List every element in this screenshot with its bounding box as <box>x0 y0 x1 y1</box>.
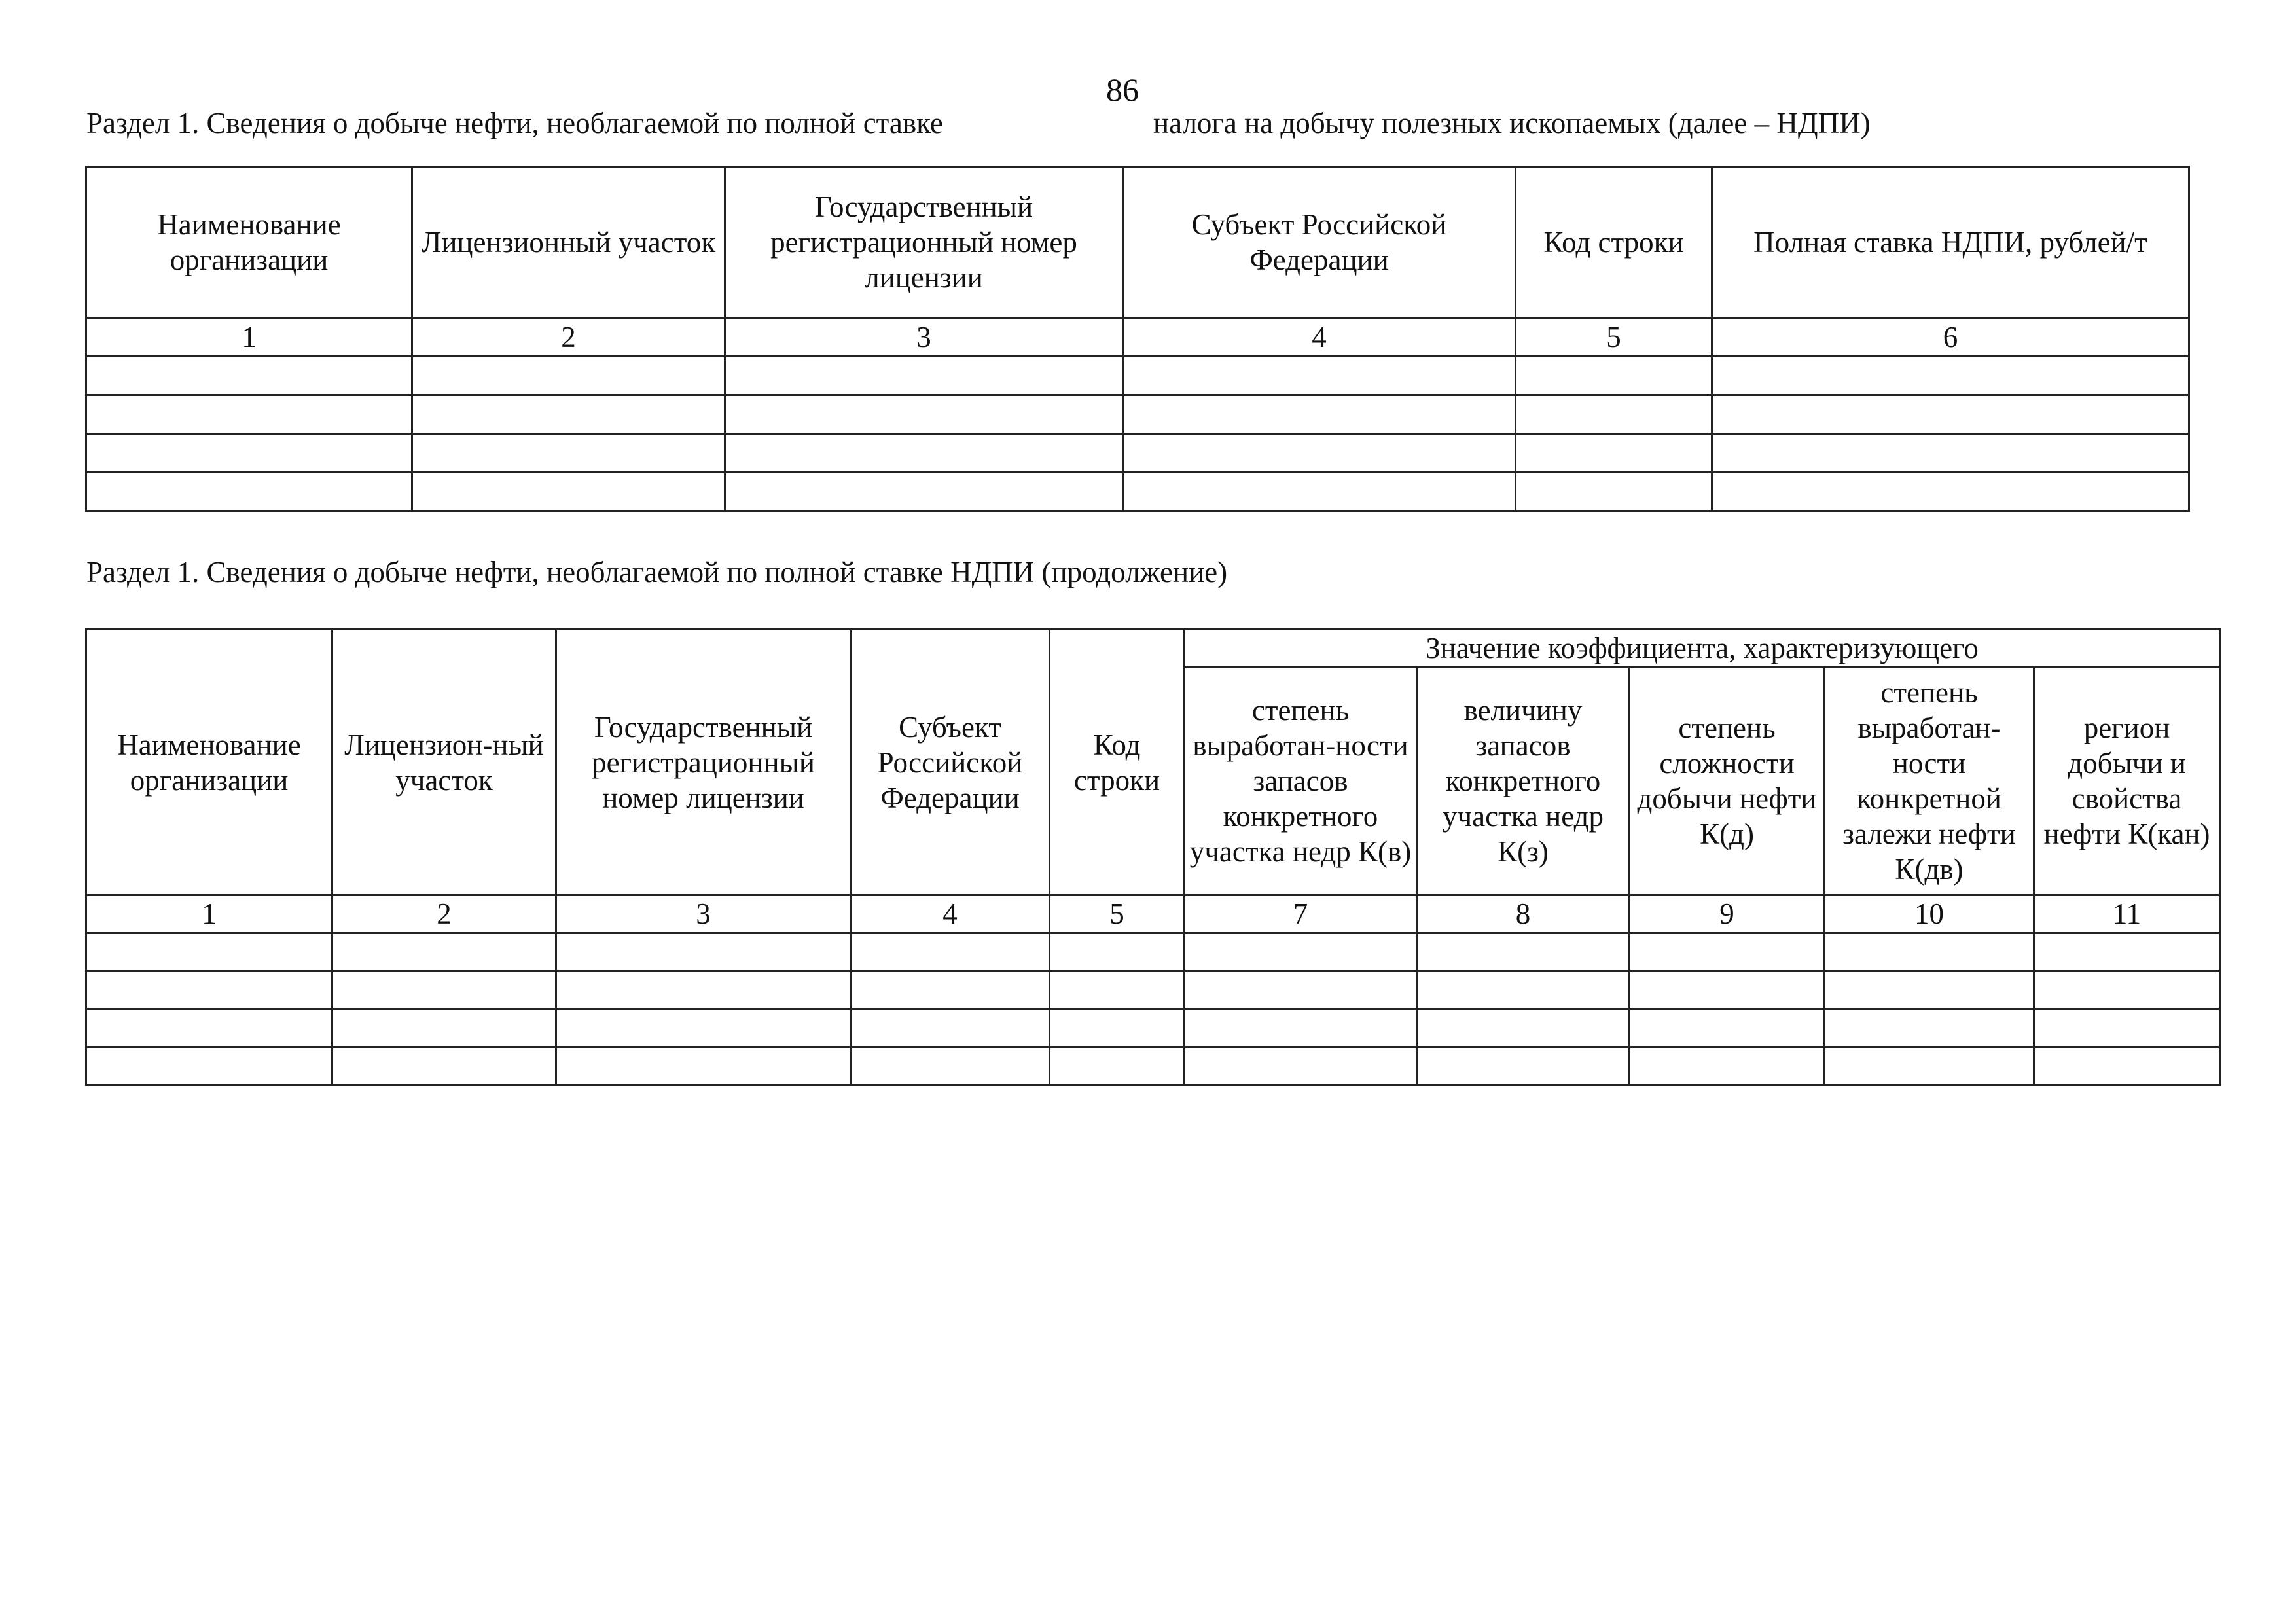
column-number: 8 <box>1417 895 1630 933</box>
table-cell[interactable] <box>1516 357 1712 395</box>
table-cell[interactable] <box>1712 473 2189 511</box>
sub-header-cell: степень сложности добычи нефти К(д) <box>1630 667 1825 895</box>
column-number: 5 <box>1516 318 1712 357</box>
section2-title: Раздел 1. Сведения о добыче нефти, необлагаемой по полной ставке НДПИ (продолжение) <box>86 556 1228 588</box>
table-cell[interactable] <box>2034 1047 2220 1085</box>
table-cell[interactable] <box>1185 971 1417 1009</box>
sub-header-cell: величину запасов конкретного участка недр К(з) <box>1417 667 1630 895</box>
table-cell[interactable] <box>1630 1009 1825 1047</box>
table-cell[interactable] <box>332 971 556 1009</box>
table-cell[interactable] <box>1630 971 1825 1009</box>
table-cell[interactable] <box>1712 395 2189 434</box>
table-cell[interactable] <box>86 473 412 511</box>
column-number: 7 <box>1185 895 1417 933</box>
section1-title-part1: Раздел 1. Сведения о добыче нефти, необлагаемой по полной ставке <box>86 107 943 139</box>
header-cell: Лицензионный участок <box>412 167 725 318</box>
table-cell[interactable] <box>1185 1009 1417 1047</box>
column-number-row <box>86 895 2220 933</box>
table-cell[interactable] <box>1712 357 2189 395</box>
header-row <box>86 630 2220 667</box>
section1-title-part2: налога на добычу полезных ископаемых (далее – НДПИ) <box>1153 107 1871 139</box>
table-cell[interactable] <box>1630 1047 1825 1085</box>
header-cell: Субъект Российской Федерации <box>851 630 1050 895</box>
table-cell[interactable] <box>725 434 1123 473</box>
header-cell: Код строки <box>1516 167 1712 318</box>
section2-table <box>85 628 2221 1086</box>
table-cell[interactable] <box>1825 1047 2034 1085</box>
table-cell[interactable] <box>1825 971 2034 1009</box>
table-cell[interactable] <box>86 395 412 434</box>
column-number: 3 <box>725 318 1123 357</box>
column-number: 5 <box>1050 895 1185 933</box>
table-cell[interactable] <box>1050 1047 1185 1085</box>
table-cell[interactable] <box>556 1047 851 1085</box>
table-cell[interactable] <box>332 1047 556 1085</box>
table-cell[interactable] <box>556 933 851 971</box>
table-cell[interactable] <box>1630 933 1825 971</box>
header-cell: Государственный регистрационный номер лицензии <box>725 167 1123 318</box>
column-number: 1 <box>86 895 332 933</box>
table-cell[interactable] <box>1050 933 1185 971</box>
header-cell: Наименование организации <box>86 630 332 895</box>
page-number: 86 <box>1106 71 1139 108</box>
column-number: 11 <box>2034 895 2220 933</box>
table-cell[interactable] <box>412 434 725 473</box>
header-row <box>86 167 2189 318</box>
table-row <box>86 434 2189 473</box>
column-number: 4 <box>851 895 1050 933</box>
table-cell[interactable] <box>2034 1009 2220 1047</box>
table-cell[interactable] <box>851 1009 1050 1047</box>
table-cell[interactable] <box>86 434 412 473</box>
table-cell[interactable] <box>412 395 725 434</box>
column-number-row <box>86 318 2189 357</box>
table-cell[interactable] <box>1825 1009 2034 1047</box>
sub-header-cell: степень выработан-ности запасов конкретного участка недр К(в) <box>1185 667 1417 895</box>
sub-header-cell: регион добычи и свойства нефти К(кан) <box>2034 667 2220 895</box>
column-number: 1 <box>86 318 412 357</box>
table-cell[interactable] <box>2034 971 2220 1009</box>
table-cell[interactable] <box>1516 434 1712 473</box>
table-cell[interactable] <box>1050 1009 1185 1047</box>
table-cell[interactable] <box>1417 971 1630 1009</box>
table-cell[interactable] <box>86 1009 332 1047</box>
table-cell[interactable] <box>1825 933 2034 971</box>
column-number: 2 <box>332 895 556 933</box>
table-cell[interactable] <box>1712 434 2189 473</box>
table-cell[interactable] <box>556 1009 851 1047</box>
table-cell[interactable] <box>332 933 556 971</box>
table-cell[interactable] <box>725 357 1123 395</box>
table-cell[interactable] <box>86 357 412 395</box>
table-cell[interactable] <box>851 1047 1050 1085</box>
header-cell: Государственный регистрационный номер лицензии <box>556 630 851 895</box>
table-cell[interactable] <box>1123 395 1516 434</box>
table-row <box>86 357 2189 395</box>
table-cell[interactable] <box>1185 1047 1417 1085</box>
table-row <box>86 473 2189 511</box>
sub-header-cell: степень выработан-ности конкретной залежи нефти К(дв) <box>1825 667 2034 895</box>
table-cell[interactable] <box>1050 971 1185 1009</box>
table-row <box>86 971 2220 1009</box>
table-cell[interactable] <box>332 1009 556 1047</box>
table-cell[interactable] <box>1123 357 1516 395</box>
table-cell[interactable] <box>1123 473 1516 511</box>
table-cell[interactable] <box>86 971 332 1009</box>
table-row <box>86 1009 2220 1047</box>
header-cell: Код строки <box>1050 630 1185 895</box>
table-cell[interactable] <box>1516 395 1712 434</box>
header-cell: Полная ставка НДПИ, рублей/т <box>1712 167 2189 318</box>
table-cell[interactable] <box>1516 473 1712 511</box>
column-number: 6 <box>1712 318 2189 357</box>
table-cell[interactable] <box>851 933 1050 971</box>
column-number: 3 <box>556 895 851 933</box>
table-cell[interactable] <box>556 971 851 1009</box>
table-cell[interactable] <box>412 473 725 511</box>
header-cell: Наименование организации <box>86 167 412 318</box>
table-row <box>86 1047 2220 1085</box>
table-cell[interactable] <box>851 971 1050 1009</box>
table-row <box>86 933 2220 971</box>
table-cell[interactable] <box>2034 933 2220 971</box>
group-header-cell: Значение коэффициента, характеризующего <box>1185 630 2220 667</box>
header-cell: Лицензион-ный участок <box>332 630 556 895</box>
table-cell[interactable] <box>1185 933 1417 971</box>
column-number: 10 <box>1825 895 2034 933</box>
section1-table <box>85 166 2190 512</box>
table-cell[interactable] <box>1417 1009 1630 1047</box>
table-cell[interactable] <box>1123 434 1516 473</box>
table-cell[interactable] <box>86 1047 332 1085</box>
header-cell: Субъект Российской Федерации <box>1123 167 1516 318</box>
table-row <box>86 395 2189 434</box>
table-cell[interactable] <box>1417 1047 1630 1085</box>
table-cell[interactable] <box>725 395 1123 434</box>
table-cell[interactable] <box>725 473 1123 511</box>
table-cell[interactable] <box>86 933 332 971</box>
table-cell[interactable] <box>1417 933 1630 971</box>
column-number: 2 <box>412 318 725 357</box>
table-cell[interactable] <box>412 357 725 395</box>
column-number: 4 <box>1123 318 1516 357</box>
column-number: 9 <box>1630 895 1825 933</box>
